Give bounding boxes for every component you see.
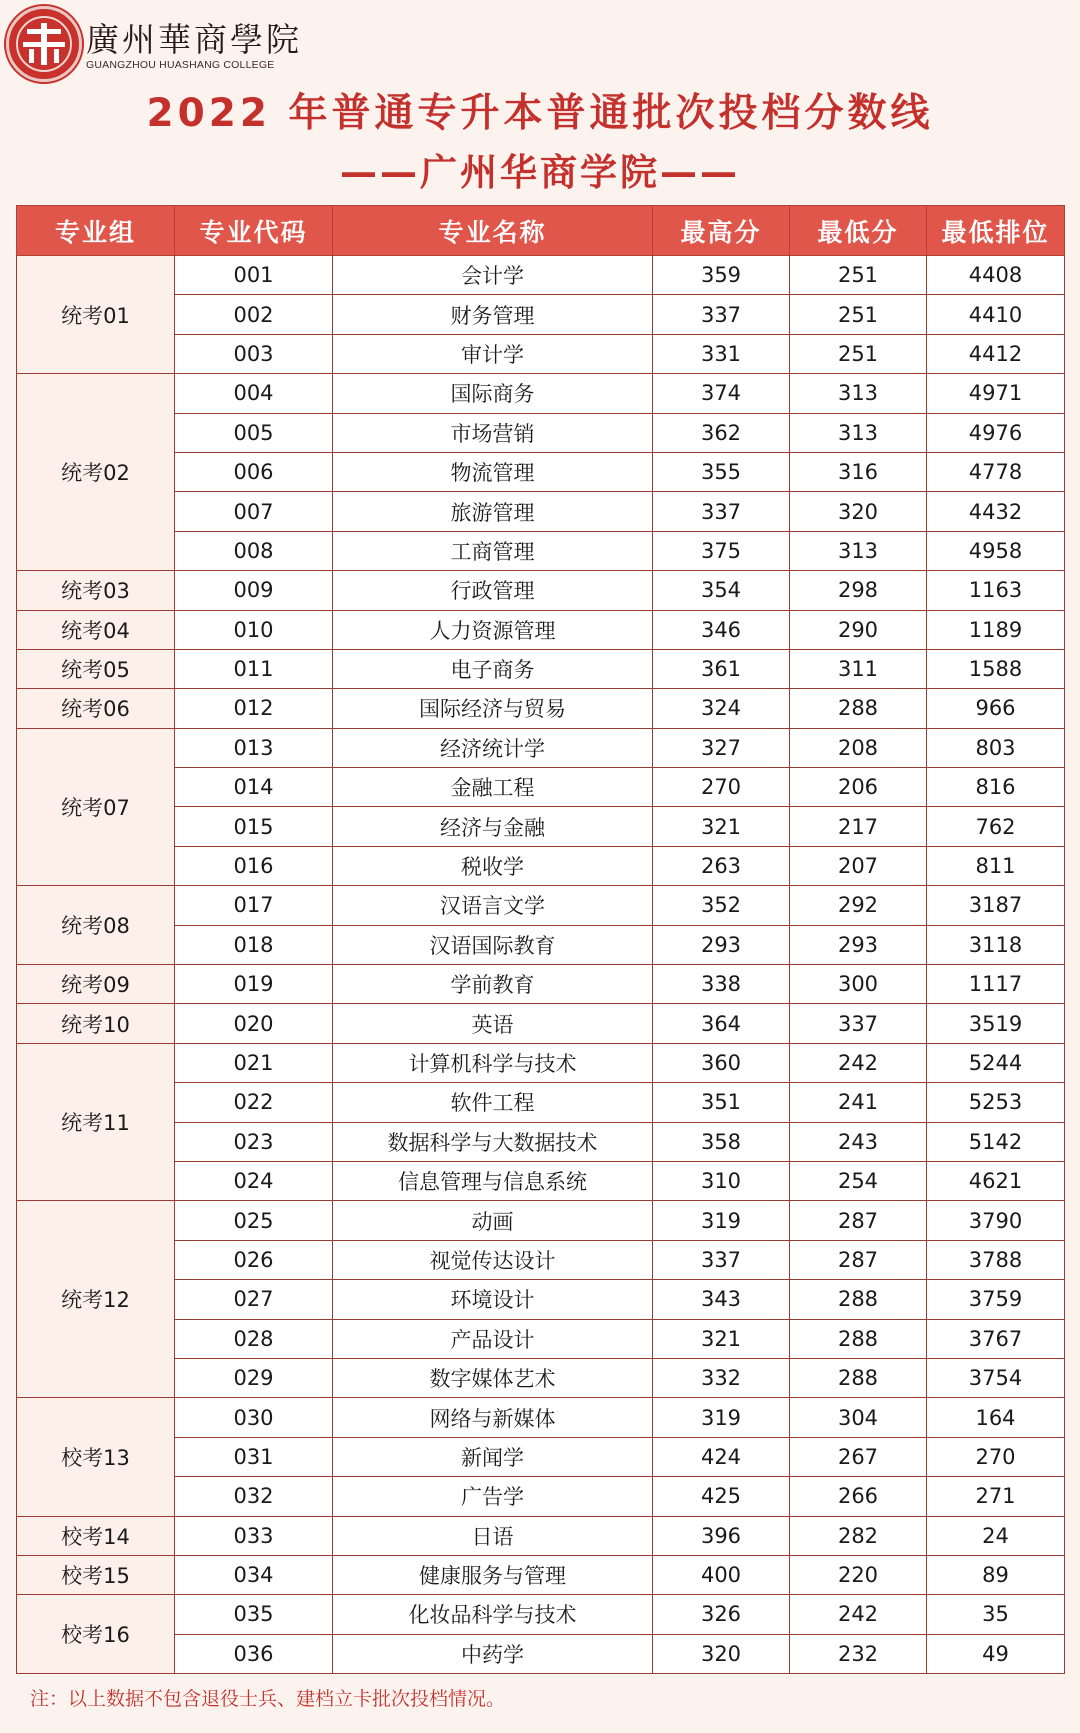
group-cell: 统考03 — [17, 571, 175, 610]
college-logo-icon — [6, 6, 82, 82]
max-score-cell: 355 — [653, 452, 790, 491]
group-cell: 校考16 — [17, 1595, 175, 1674]
min-rank-cell: 5253 — [927, 1083, 1065, 1122]
min-score-cell: 251 — [790, 334, 927, 373]
min-score-cell: 287 — [790, 1201, 927, 1240]
major-code-cell: 008 — [175, 531, 333, 570]
footnote: 注：以上数据不包含退役士兵、建档立卡批次投档情况。 — [30, 1688, 506, 1710]
major-code-cell: 032 — [175, 1477, 333, 1516]
max-score-cell: 351 — [653, 1083, 790, 1122]
table-row — [17, 728, 1065, 767]
min-score-cell: 290 — [790, 610, 927, 649]
min-rank-cell: 966 — [927, 689, 1065, 728]
max-score-cell: 425 — [653, 1477, 790, 1516]
major-code-cell: 021 — [175, 1043, 333, 1082]
min-score-cell: 304 — [790, 1398, 927, 1437]
major-name-cell: 金融工程 — [333, 768, 653, 807]
major-name-cell: 化妆品科学与技术 — [333, 1595, 653, 1634]
major-code-cell: 005 — [175, 413, 333, 452]
major-code-cell: 033 — [175, 1516, 333, 1555]
group-cell: 统考07 — [17, 728, 175, 886]
major-name-cell: 数据科学与大数据技术 — [333, 1122, 653, 1161]
table-row — [17, 452, 1065, 491]
table-row — [17, 1004, 1065, 1043]
page-title: 2022 年普通专升本普通批次投档分数线 — [146, 91, 934, 136]
min-score-cell: 217 — [790, 807, 927, 846]
major-code-cell: 029 — [175, 1358, 333, 1397]
max-score-cell: 354 — [653, 571, 790, 610]
min-rank-cell: 4958 — [927, 531, 1065, 570]
major-code-cell: 017 — [175, 886, 333, 925]
score-table — [16, 205, 1065, 1674]
min-rank-cell: 89 — [927, 1555, 1065, 1594]
major-name-cell: 电子商务 — [333, 649, 653, 688]
major-code-cell: 003 — [175, 334, 333, 373]
major-name-cell: 国际经济与贸易 — [333, 689, 653, 728]
max-score-cell: 321 — [653, 1319, 790, 1358]
max-score-cell: 326 — [653, 1595, 790, 1634]
table-row — [17, 1437, 1065, 1476]
min-score-cell: 288 — [790, 1319, 927, 1358]
major-code-cell: 015 — [175, 807, 333, 846]
table-header-row — [17, 206, 1065, 256]
major-code-cell: 034 — [175, 1555, 333, 1594]
score-table-container — [16, 205, 1064, 1674]
min-score-cell: 316 — [790, 452, 927, 491]
min-score-cell: 311 — [790, 649, 927, 688]
header-group: 专业组 — [17, 206, 175, 256]
table-row — [17, 1634, 1065, 1673]
min-score-cell: 293 — [790, 925, 927, 964]
min-rank-cell: 1189 — [927, 610, 1065, 649]
max-score-cell: 337 — [653, 492, 790, 531]
max-score-cell: 396 — [653, 1516, 790, 1555]
major-name-cell: 汉语国际教育 — [333, 925, 653, 964]
major-name-cell: 财务管理 — [333, 295, 653, 334]
major-code-cell: 025 — [175, 1201, 333, 1240]
min-score-cell: 243 — [790, 1122, 927, 1161]
major-code-cell: 006 — [175, 452, 333, 491]
major-name-cell: 人力资源管理 — [333, 610, 653, 649]
table-row — [17, 1555, 1065, 1594]
major-name-cell: 旅游管理 — [333, 492, 653, 531]
group-cell: 校考15 — [17, 1555, 175, 1594]
major-name-cell: 英语 — [333, 1004, 653, 1043]
table-row — [17, 649, 1065, 688]
major-code-cell: 004 — [175, 374, 333, 413]
group-cell: 校考13 — [17, 1398, 175, 1516]
group-cell: 统考04 — [17, 610, 175, 649]
max-score-cell: 310 — [653, 1161, 790, 1200]
min-score-cell: 242 — [790, 1043, 927, 1082]
max-score-cell: 320 — [653, 1634, 790, 1673]
major-code-cell: 016 — [175, 846, 333, 885]
major-code-cell: 007 — [175, 492, 333, 531]
table-row — [17, 1043, 1065, 1082]
max-score-cell: 338 — [653, 965, 790, 1004]
min-score-cell: 288 — [790, 1358, 927, 1397]
max-score-cell: 424 — [653, 1437, 790, 1476]
header-code: 专业代码 — [175, 206, 333, 256]
major-code-cell: 031 — [175, 1437, 333, 1476]
min-rank-cell: 4412 — [927, 334, 1065, 373]
min-score-cell: 206 — [790, 768, 927, 807]
table-row — [17, 1516, 1065, 1555]
max-score-cell: 337 — [653, 295, 790, 334]
major-name-cell: 会计学 — [333, 256, 653, 295]
table-row — [17, 1240, 1065, 1279]
major-code-cell: 030 — [175, 1398, 333, 1437]
min-score-cell: 232 — [790, 1634, 927, 1673]
table-row — [17, 374, 1065, 413]
major-code-cell: 001 — [175, 256, 333, 295]
major-code-cell: 009 — [175, 571, 333, 610]
page-header — [0, 0, 1080, 194]
major-name-cell: 广告学 — [333, 1477, 653, 1516]
major-code-cell: 013 — [175, 728, 333, 767]
min-rank-cell: 3767 — [927, 1319, 1065, 1358]
min-rank-cell: 762 — [927, 807, 1065, 846]
table-row — [17, 768, 1065, 807]
group-cell: 统考02 — [17, 374, 175, 571]
table-row — [17, 1477, 1065, 1516]
min-rank-cell: 3788 — [927, 1240, 1065, 1279]
max-score-cell: 319 — [653, 1398, 790, 1437]
min-score-cell: 208 — [790, 728, 927, 767]
group-cell: 统考06 — [17, 689, 175, 728]
min-score-cell: 251 — [790, 256, 927, 295]
min-rank-cell: 816 — [927, 768, 1065, 807]
header-min-rank: 最低排位 — [927, 206, 1065, 256]
major-name-cell: 动画 — [333, 1201, 653, 1240]
min-rank-cell: 3519 — [927, 1004, 1065, 1043]
min-rank-cell: 270 — [927, 1437, 1065, 1476]
table-row — [17, 1280, 1065, 1319]
min-rank-cell: 4432 — [927, 492, 1065, 531]
min-score-cell: 320 — [790, 492, 927, 531]
max-score-cell: 352 — [653, 886, 790, 925]
max-score-cell: 362 — [653, 413, 790, 452]
table-row — [17, 1398, 1065, 1437]
table-row — [17, 295, 1065, 334]
table-row — [17, 1122, 1065, 1161]
min-score-cell: 207 — [790, 846, 927, 885]
min-rank-cell: 3759 — [927, 1280, 1065, 1319]
major-code-cell: 020 — [175, 1004, 333, 1043]
max-score-cell: 327 — [653, 728, 790, 767]
min-rank-cell: 4621 — [927, 1161, 1065, 1200]
min-rank-cell: 5142 — [927, 1122, 1065, 1161]
max-score-cell: 375 — [653, 531, 790, 570]
major-code-cell: 024 — [175, 1161, 333, 1200]
min-rank-cell: 3118 — [927, 925, 1065, 964]
group-cell: 校考14 — [17, 1516, 175, 1555]
page-subtitle: ——广州华商学院—— — [340, 151, 740, 194]
min-rank-cell: 1117 — [927, 965, 1065, 1004]
min-rank-cell: 1163 — [927, 571, 1065, 610]
table-row — [17, 1358, 1065, 1397]
min-rank-cell: 4408 — [927, 256, 1065, 295]
min-score-cell: 251 — [790, 295, 927, 334]
table-row — [17, 334, 1065, 373]
major-code-cell: 011 — [175, 649, 333, 688]
max-score-cell: 374 — [653, 374, 790, 413]
table-row — [17, 925, 1065, 964]
max-score-cell: 400 — [653, 1555, 790, 1594]
major-name-cell: 信息管理与信息系统 — [333, 1161, 653, 1200]
major-code-cell: 028 — [175, 1319, 333, 1358]
min-score-cell: 254 — [790, 1161, 927, 1200]
major-code-cell: 036 — [175, 1634, 333, 1673]
major-code-cell: 012 — [175, 689, 333, 728]
header-major: 专业名称 — [333, 206, 653, 256]
min-score-cell: 220 — [790, 1555, 927, 1594]
max-score-cell: 337 — [653, 1240, 790, 1279]
major-code-cell: 026 — [175, 1240, 333, 1279]
min-score-cell: 287 — [790, 1240, 927, 1279]
major-name-cell: 学前教育 — [333, 965, 653, 1004]
min-score-cell: 282 — [790, 1516, 927, 1555]
major-name-cell: 物流管理 — [333, 452, 653, 491]
min-score-cell: 267 — [790, 1437, 927, 1476]
major-name-cell: 经济与金融 — [333, 807, 653, 846]
header-min-score: 最低分 — [790, 206, 927, 256]
table-row — [17, 1595, 1065, 1634]
max-score-cell: 361 — [653, 649, 790, 688]
max-score-cell: 293 — [653, 925, 790, 964]
group-cell: 统考08 — [17, 886, 175, 965]
max-score-cell: 324 — [653, 689, 790, 728]
min-rank-cell: 3187 — [927, 886, 1065, 925]
major-name-cell: 网络与新媒体 — [333, 1398, 653, 1437]
table-row — [17, 1083, 1065, 1122]
header-max-score: 最高分 — [653, 206, 790, 256]
major-code-cell: 002 — [175, 295, 333, 334]
group-cell: 统考11 — [17, 1043, 175, 1201]
min-score-cell: 241 — [790, 1083, 927, 1122]
max-score-cell: 343 — [653, 1280, 790, 1319]
major-name-cell: 工商管理 — [333, 531, 653, 570]
min-rank-cell: 3790 — [927, 1201, 1065, 1240]
table-row — [17, 1319, 1065, 1358]
major-code-cell: 018 — [175, 925, 333, 964]
table-row — [17, 1161, 1065, 1200]
max-score-cell: 331 — [653, 334, 790, 373]
max-score-cell: 358 — [653, 1122, 790, 1161]
min-rank-cell: 24 — [927, 1516, 1065, 1555]
table-row — [17, 689, 1065, 728]
table-row — [17, 965, 1065, 1004]
major-name-cell: 环境设计 — [333, 1280, 653, 1319]
table-row — [17, 531, 1065, 570]
min-rank-cell: 4971 — [927, 374, 1065, 413]
major-code-cell: 019 — [175, 965, 333, 1004]
min-rank-cell: 4778 — [927, 452, 1065, 491]
major-code-cell: 022 — [175, 1083, 333, 1122]
major-code-cell: 027 — [175, 1280, 333, 1319]
major-name-cell: 行政管理 — [333, 571, 653, 610]
min-rank-cell: 5244 — [927, 1043, 1065, 1082]
table-row — [17, 256, 1065, 295]
min-score-cell: 337 — [790, 1004, 927, 1043]
major-code-cell: 023 — [175, 1122, 333, 1161]
min-score-cell: 266 — [790, 1477, 927, 1516]
min-score-cell: 298 — [790, 571, 927, 610]
min-rank-cell: 49 — [927, 1634, 1065, 1673]
min-score-cell: 313 — [790, 413, 927, 452]
table-row — [17, 886, 1065, 925]
group-cell: 统考05 — [17, 649, 175, 688]
table-row — [17, 571, 1065, 610]
table-row — [17, 1201, 1065, 1240]
table-row — [17, 413, 1065, 452]
min-score-cell: 288 — [790, 1280, 927, 1319]
min-score-cell: 313 — [790, 531, 927, 570]
table-row — [17, 610, 1065, 649]
major-name-cell: 市场营销 — [333, 413, 653, 452]
max-score-cell: 359 — [653, 256, 790, 295]
min-rank-cell: 811 — [927, 846, 1065, 885]
max-score-cell: 270 — [653, 768, 790, 807]
table-row — [17, 492, 1065, 531]
min-rank-cell: 35 — [927, 1595, 1065, 1634]
major-name-cell: 新闻学 — [333, 1437, 653, 1476]
major-name-cell: 产品设计 — [333, 1319, 653, 1358]
group-cell: 统考09 — [17, 965, 175, 1004]
min-rank-cell: 1588 — [927, 649, 1065, 688]
major-code-cell: 035 — [175, 1595, 333, 1634]
major-name-cell: 国际商务 — [333, 374, 653, 413]
major-name-cell: 审计学 — [333, 334, 653, 373]
min-rank-cell: 4976 — [927, 413, 1065, 452]
min-rank-cell: 4410 — [927, 295, 1065, 334]
major-code-cell: 014 — [175, 768, 333, 807]
major-name-cell: 数字媒体艺术 — [333, 1358, 653, 1397]
major-name-cell: 汉语言文学 — [333, 886, 653, 925]
major-name-cell: 经济统计学 — [333, 728, 653, 767]
min-score-cell: 300 — [790, 965, 927, 1004]
group-cell: 统考01 — [17, 256, 175, 374]
college-name-en: GUANGZHOU HUASHANG COLLEGE — [86, 59, 275, 71]
max-score-cell: 346 — [653, 610, 790, 649]
min-score-cell: 313 — [790, 374, 927, 413]
max-score-cell: 360 — [653, 1043, 790, 1082]
major-name-cell: 税收学 — [333, 846, 653, 885]
max-score-cell: 332 — [653, 1358, 790, 1397]
max-score-cell: 364 — [653, 1004, 790, 1043]
major-code-cell: 010 — [175, 610, 333, 649]
table-row — [17, 846, 1065, 885]
min-rank-cell: 803 — [927, 728, 1065, 767]
max-score-cell: 319 — [653, 1201, 790, 1240]
table-row — [17, 807, 1065, 846]
min-rank-cell: 271 — [927, 1477, 1065, 1516]
major-name-cell: 日语 — [333, 1516, 653, 1555]
max-score-cell: 321 — [653, 807, 790, 846]
group-cell: 统考10 — [17, 1004, 175, 1043]
major-name-cell: 计算机科学与技术 — [333, 1043, 653, 1082]
major-name-cell: 软件工程 — [333, 1083, 653, 1122]
min-rank-cell: 164 — [927, 1398, 1065, 1437]
major-name-cell: 中药学 — [333, 1634, 653, 1673]
min-rank-cell: 3754 — [927, 1358, 1065, 1397]
max-score-cell: 263 — [653, 846, 790, 885]
major-name-cell: 健康服务与管理 — [333, 1555, 653, 1594]
min-score-cell: 242 — [790, 1595, 927, 1634]
min-score-cell: 288 — [790, 689, 927, 728]
college-name-cn: 廣州華商學院 — [86, 20, 302, 59]
table-body — [17, 256, 1065, 1674]
min-score-cell: 292 — [790, 886, 927, 925]
group-cell: 统考12 — [17, 1201, 175, 1398]
major-name-cell: 视觉传达设计 — [333, 1240, 653, 1279]
